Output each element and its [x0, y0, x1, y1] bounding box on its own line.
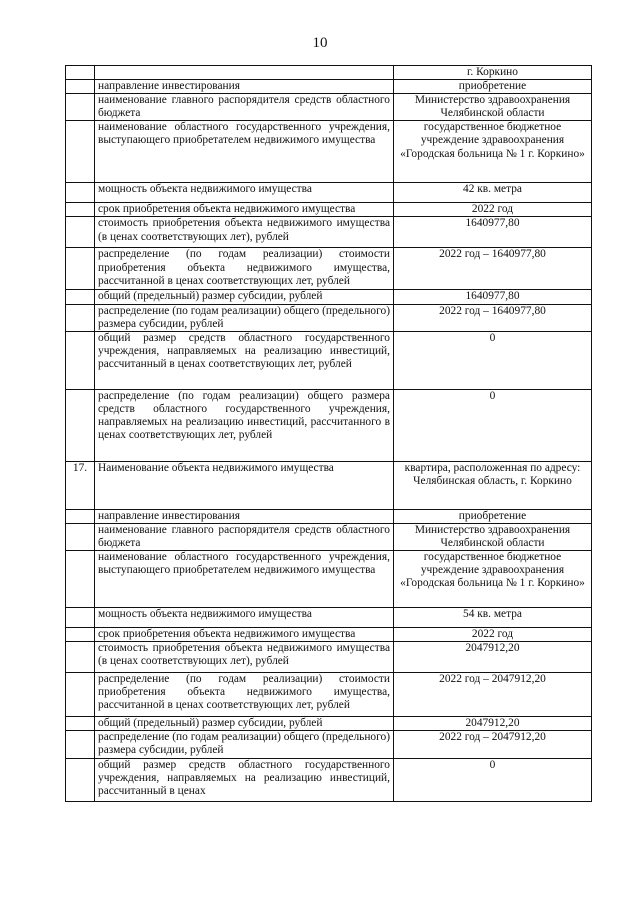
parameter-label-cell: направление инвестирования — [95, 80, 394, 94]
parameter-value-cell: 42 кв. метра — [394, 183, 592, 203]
parameter-value-cell: Министерство здравоохранения Челябинской области — [394, 523, 592, 550]
table-row — [66, 203, 592, 217]
row-number-cell — [66, 642, 95, 673]
parameter-value-cell: 0 — [394, 389, 592, 461]
table-row — [66, 94, 592, 121]
parameter-value-cell: 2022 год — [394, 203, 592, 217]
parameter-label-cell: стоимость приобретения объекта недвижимого имущества (в ценах соответствующих лет), рублей — [95, 217, 394, 248]
table-row — [66, 461, 592, 509]
parameter-label-cell: наименование главного распорядителя средств областного бюджета — [95, 94, 394, 121]
row-number-cell — [66, 673, 95, 717]
table-body — [66, 66, 592, 802]
investment-table — [65, 65, 592, 802]
row-number-cell — [66, 331, 95, 389]
parameter-label-cell: наименование областного государственного учреждения, выступающего приобретателем недвижимого имущества — [95, 551, 394, 608]
parameter-label-cell: мощность объекта недвижимого имущества — [95, 183, 394, 203]
parameter-label-cell: наименование областного государственного учреждения, выступающего приобретателем недвижимого имущества — [95, 121, 394, 183]
parameter-label-cell: распределение (по годам реализации) стоимости приобретения объекта недвижимого имущества, рассчитанной в ценах соответствующих лет, рублей — [95, 248, 394, 290]
table-row — [66, 628, 592, 642]
parameter-value-cell: 2022 год – 2047912,20 — [394, 731, 592, 759]
parameter-value-cell: 2022 год – 1640977,80 — [394, 304, 592, 331]
parameter-label-cell: общий (предельный) размер субсидии, рублей — [95, 290, 394, 304]
parameter-value-cell: приобретение — [394, 80, 592, 94]
row-number-cell — [66, 304, 95, 331]
parameter-value-cell: 2047912,20 — [394, 642, 592, 673]
parameter-value-cell: государственное бюджетное учреждение здравоохранения «Городская больница № 1 г. Коркино» — [394, 121, 592, 183]
parameter-label-cell: распределение (по годам реализации) общего размера средств областного государственного учреждения, направляемых на реализацию инвестиций, рассчитанного в ценах соответствующих лет, рублей — [95, 389, 394, 461]
table-row — [66, 290, 592, 304]
parameter-label-cell: наименование главного распорядителя средств областного бюджета — [95, 523, 394, 550]
row-number-cell — [66, 94, 95, 121]
parameter-label-cell: срок приобретения объекта недвижимого имущества — [95, 203, 394, 217]
table-row — [66, 717, 592, 731]
row-number-cell — [66, 628, 95, 642]
row-number-cell — [66, 121, 95, 183]
table-row — [66, 608, 592, 628]
table-row — [66, 248, 592, 290]
table-row — [66, 673, 592, 717]
parameter-value-cell: Министерство здравоохранения Челябинской области — [394, 94, 592, 121]
row-number-cell — [66, 183, 95, 203]
row-number-cell — [66, 66, 95, 80]
parameter-value-cell: квартира, расположенная по адресу: Челябинская область, г. Коркино — [394, 461, 592, 509]
parameter-value-cell: 0 — [394, 759, 592, 802]
row-number-cell — [66, 731, 95, 759]
table-row — [66, 389, 592, 461]
parameter-label-cell: распределение (по годам реализации) стоимости приобретения объекта недвижимого имущества, рассчитанной в ценах соответствующих лет, рублей — [95, 673, 394, 717]
parameter-label-cell: направление инвестирования — [95, 509, 394, 523]
parameter-value-cell: 1640977,80 — [394, 290, 592, 304]
parameter-label-cell: стоимость приобретения объекта недвижимого имущества (в ценах соответствующих лет), рублей — [95, 642, 394, 673]
parameter-label-cell: мощность объекта недвижимого имущества — [95, 608, 394, 628]
table-row — [66, 759, 592, 802]
parameter-label-cell: общий размер средств областного государственного учреждения, направляемых на реализацию инвестиций, рассчитанный в ценах соответствующих лет, рублей — [95, 331, 394, 389]
parameter-value-cell: 2022 год – 2047912,20 — [394, 673, 592, 717]
parameter-label-cell — [95, 66, 394, 80]
row-number-cell — [66, 217, 95, 248]
parameter-value-cell: 2022 год – 1640977,80 — [394, 248, 592, 290]
row-number-cell — [66, 509, 95, 523]
table-row — [66, 642, 592, 673]
table-row — [66, 523, 592, 550]
parameter-value-cell: г. Коркино — [394, 66, 592, 80]
row-number-cell — [66, 523, 95, 550]
row-number-cell: 17. — [66, 461, 95, 509]
row-number-cell — [66, 551, 95, 608]
parameter-value-cell: 54 кв. метра — [394, 608, 592, 628]
page-number: 10 — [312, 35, 328, 51]
parameter-label-cell: распределение (по годам реализации) общего (предельного) размера субсидии, рублей — [95, 304, 394, 331]
parameter-label-cell: Наименование объекта недвижимого имущества — [95, 461, 394, 509]
row-number-cell — [66, 203, 95, 217]
row-number-cell — [66, 290, 95, 304]
row-number-cell — [66, 759, 95, 802]
row-number-cell — [66, 608, 95, 628]
table-row — [66, 66, 592, 80]
row-number-cell — [66, 248, 95, 290]
parameter-value-cell: государственное бюджетное учреждение здравоохранения «Городская больница № 1 г. Коркино» — [394, 551, 592, 608]
parameter-value-cell: 2022 год — [394, 628, 592, 642]
parameter-label-cell: распределение (по годам реализации) общего (предельного) размера субсидии, рублей — [95, 731, 394, 759]
table-row — [66, 80, 592, 94]
table-row — [66, 731, 592, 759]
parameter-label-cell: срок приобретения объекта недвижимого имущества — [95, 628, 394, 642]
parameter-value-cell: 1640977,80 — [394, 217, 592, 248]
table-row — [66, 331, 592, 389]
parameter-label-cell: общий размер средств областного государственного учреждения, направляемых на реализацию инвестиций, рассчитанный в ценах — [95, 759, 394, 802]
table-row — [66, 217, 592, 248]
table-row — [66, 509, 592, 523]
table-row — [66, 183, 592, 203]
parameter-value-cell: приобретение — [394, 509, 592, 523]
row-number-cell — [66, 80, 95, 94]
table-row — [66, 304, 592, 331]
row-number-cell — [66, 389, 95, 461]
parameter-label-cell: общий (предельный) размер субсидии, рублей — [95, 717, 394, 731]
parameter-value-cell: 0 — [394, 331, 592, 389]
parameter-value-cell: 2047912,20 — [394, 717, 592, 731]
table-row — [66, 551, 592, 608]
row-number-cell — [66, 717, 95, 731]
table-row — [66, 121, 592, 183]
